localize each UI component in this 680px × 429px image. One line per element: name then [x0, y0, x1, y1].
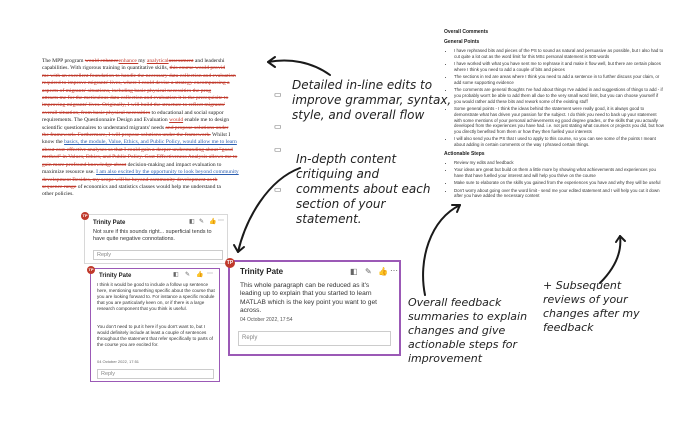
reply-input[interactable]: Reply	[97, 369, 214, 379]
caption-inline-edits: Detailed in-line edits to improve grammar, syntax, style, and overall flow	[292, 78, 452, 122]
bullet-item: • I have worked with what you have sent me to rephrase it and make it flow well, but there are certain places where I think you need to add a couple of bits and pieces	[454, 61, 664, 73]
edit-icon[interactable]: ✎	[185, 272, 191, 278]
comment-marker-icon[interactable]: ▭	[274, 185, 282, 194]
general-points-heading: General Points	[444, 38, 480, 45]
comment-text: Not sure if this sounds right... superficial tends to have quite negative connotations.	[93, 229, 212, 242]
arrow-to-overall	[423, 205, 460, 295]
text-segment: the prog	[191, 87, 212, 94]
text-segment: requirements. The Questionnaire Design and Evaluation	[42, 117, 170, 124]
edit-icon[interactable]: ✎	[199, 219, 205, 225]
edit-icon[interactable]: ✎	[365, 267, 372, 276]
arrow-to-edits	[268, 61, 330, 75]
text-segment: capabilities. With rigorous training in quantitative skills,	[42, 65, 170, 72]
text-segment: aspects of migrants' situations, including basic physical necessities	[42, 87, 192, 94]
caption-feedback-summaries: Overall feedback summaries to explain changes and give actionable steps for improvement	[408, 296, 528, 365]
bullet-item: • Don't worry about going over the word limit - send me your edited statement and I will help you cut it down after you have added the necessary content	[454, 188, 664, 200]
chat-icon[interactable]: ◧	[350, 267, 358, 276]
avatar: TP	[226, 260, 234, 266]
text-segment: me with an excellent foundation to handle the necessary data collection and evaluation	[42, 72, 236, 79]
avatar: TP	[88, 267, 94, 272]
text-segment: would	[169, 117, 184, 124]
text-segment: scientific questionnaires to understand migrants' needs	[42, 124, 166, 131]
more-icon[interactable]: ⋯	[207, 271, 213, 277]
bullet-item: • Review my edits and feedback	[454, 160, 664, 166]
text-segment: required to improve migrants' lives, where I could devise a strategy encompassing a	[42, 80, 230, 87]
reply-input[interactable]: Reply	[238, 331, 391, 346]
text-segment: maximize resource use.	[42, 169, 97, 176]
more-icon[interactable]: ⋯	[218, 218, 224, 224]
comment-author: Trinity Pate	[93, 220, 126, 226]
more-icon[interactable]: ⋯	[390, 266, 398, 275]
comment-author: Trinity Pate	[240, 267, 284, 276]
overall-title: Overall Comments	[444, 29, 489, 35]
comment-date: 04 October 2022, 17:54	[240, 317, 293, 323]
bullet-item: • The comments are general thoughts I've had about things I've added in and suggestions of things to add - if you probably won't be able to add them all due to the very small word limit, but you can choose yourself if you would rather add these bits and rework some of the existing stuff	[454, 87, 664, 105]
text-segment: about cost-effective analyses so that I could gain a deeper understanding about "good	[42, 146, 233, 153]
text-segment: sequence range	[42, 183, 77, 190]
text-segment: assessment	[168, 58, 194, 64]
comment-marker-icon[interactable]: ▭	[274, 145, 282, 154]
text-segment: analytical	[146, 58, 169, 64]
text-segment: other policies.	[42, 191, 74, 198]
comment-date: 04 October 2022, 17:51	[97, 359, 140, 364]
text-segment: my	[138, 58, 147, 64]
text-segment: enhance	[100, 58, 119, 64]
chat-icon[interactable]: ◧	[189, 219, 195, 225]
bullet-item: • I will also send you the PS that I used to apply to this course, so you can see some of the points I meant about adding in certain comments or the way I phrased certain things.	[454, 136, 664, 148]
like-icon[interactable]: 👍	[378, 267, 388, 276]
text-segment: The MPP program	[42, 58, 85, 64]
chat-icon[interactable]: ◧	[173, 272, 179, 278]
text-segment: Besides, my scope will be beyond community development as th	[70, 176, 218, 183]
text-segment: the framework. Furthermore, I will propose solutions under the framework.	[42, 132, 211, 139]
comment-marker-icon[interactable]: ▭	[274, 90, 282, 99]
text-segment: attracts me for the meticulous data collection and evaluation it is the prerequisite to	[42, 95, 229, 102]
text-segment: I am also excited by the opportunity to look beyond community	[96, 169, 239, 176]
bullet-item: • Some general points - I think the ideas behind the statement were really good, it is always good to demonstrate what has driven your passion for the subject. I do think you need to back up your statement with some mentions of your personal achievements eg good degree grades, or the skills that you actually developed from the experiences you have had. i.e. not just stating what courses or projects you did, but how you directly benefited from them or how they then fuelled your interests	[454, 106, 664, 136]
reply-input[interactable]: Reply	[93, 250, 223, 260]
text-segment: know the	[42, 139, 65, 146]
text-segment: would	[84, 58, 101, 64]
bullet-item: • Make sure to elaborate on the skills you gained from the experiences you have and why they will be useful	[454, 180, 664, 186]
bullet-item: • I have rephrased bits and pieces of the PS to sound as natural and persuasive as possible, but I also had to cut quite a lot out as the word limit for this MSc personal statement is 500 words	[454, 48, 664, 60]
bullet-item: • Your ideas are great but build on them a little more by showing what achievements and experiences you have that have fuelled your interest and will help you thrive on the course	[454, 167, 664, 179]
caption-content-critique: In-depth content critiquing and comments about each section of your statement.	[296, 152, 431, 226]
caption-subsequent-reviews: + Subsequent reviews of your changes after my feedback	[543, 279, 640, 334]
like-icon[interactable]: 👍	[196, 272, 204, 278]
text-segment: decision-making and impact evaluation to	[126, 161, 222, 168]
text-segment: development	[42, 176, 71, 183]
avatar: TP	[82, 213, 88, 218]
text-segment: Whilst I	[210, 132, 231, 139]
text-segment: gain more profound knowledge about	[42, 161, 127, 168]
text-segment: enhance	[118, 58, 139, 64]
text-segment: and propose solutions under	[165, 124, 229, 131]
comment-text: I think it would be good to include a follow up sentence here, mentioning something specific about the course that you are looking forward to. For instance a specific module that you are particularly keen on, or if there is a large research component that you think is useful.	[97, 282, 215, 311]
arrow-to-review	[600, 236, 620, 283]
comment-text: This whole paragraph can be reduced as it's leading up to explain that you started to learn MATLAB which is the key point you want to get across.	[240, 282, 377, 315]
comment-author: Trinity Pate	[99, 273, 132, 279]
arrow-to-comments	[238, 168, 300, 252]
text-segment: improving migrants' lives. Originally, I will build the structure to reflect migrants'	[42, 102, 225, 109]
actionable-steps-heading: Actionable Steps	[444, 151, 485, 158]
like-icon[interactable]: 👍	[209, 219, 217, 225]
text-segment: overall situation, from basic physical necessities	[42, 109, 151, 116]
text-segment: enable me to design	[183, 117, 230, 124]
bullet-item: • The sections in red are areas where I think you need to add a sentence in to further discuss your claim, or add some supporting evidence	[454, 74, 664, 86]
comment-marker-icon[interactable]: ▭	[274, 122, 282, 131]
text-segment: of economics and statistics classes would help me understand ta	[76, 183, 221, 190]
text-segment: to educational and social suppor	[150, 109, 224, 116]
text-segment: and leadershi	[193, 58, 225, 64]
text-segment: basics, the module, Value, Ethics, and Public Policy, would allow me to learn	[64, 139, 237, 146]
comment-text-2: You don't need to put it here if you don't want to, but I would definitely include at least a couple of sentences throughout the statement that refer specifically to parts of the course you are excited for.	[97, 324, 213, 347]
text-segment: this course would provid	[169, 65, 225, 72]
text-segment: method" in Values, Ethics, and Public Policy. Cost-Effectiveness Analysis allows me to	[42, 154, 238, 161]
